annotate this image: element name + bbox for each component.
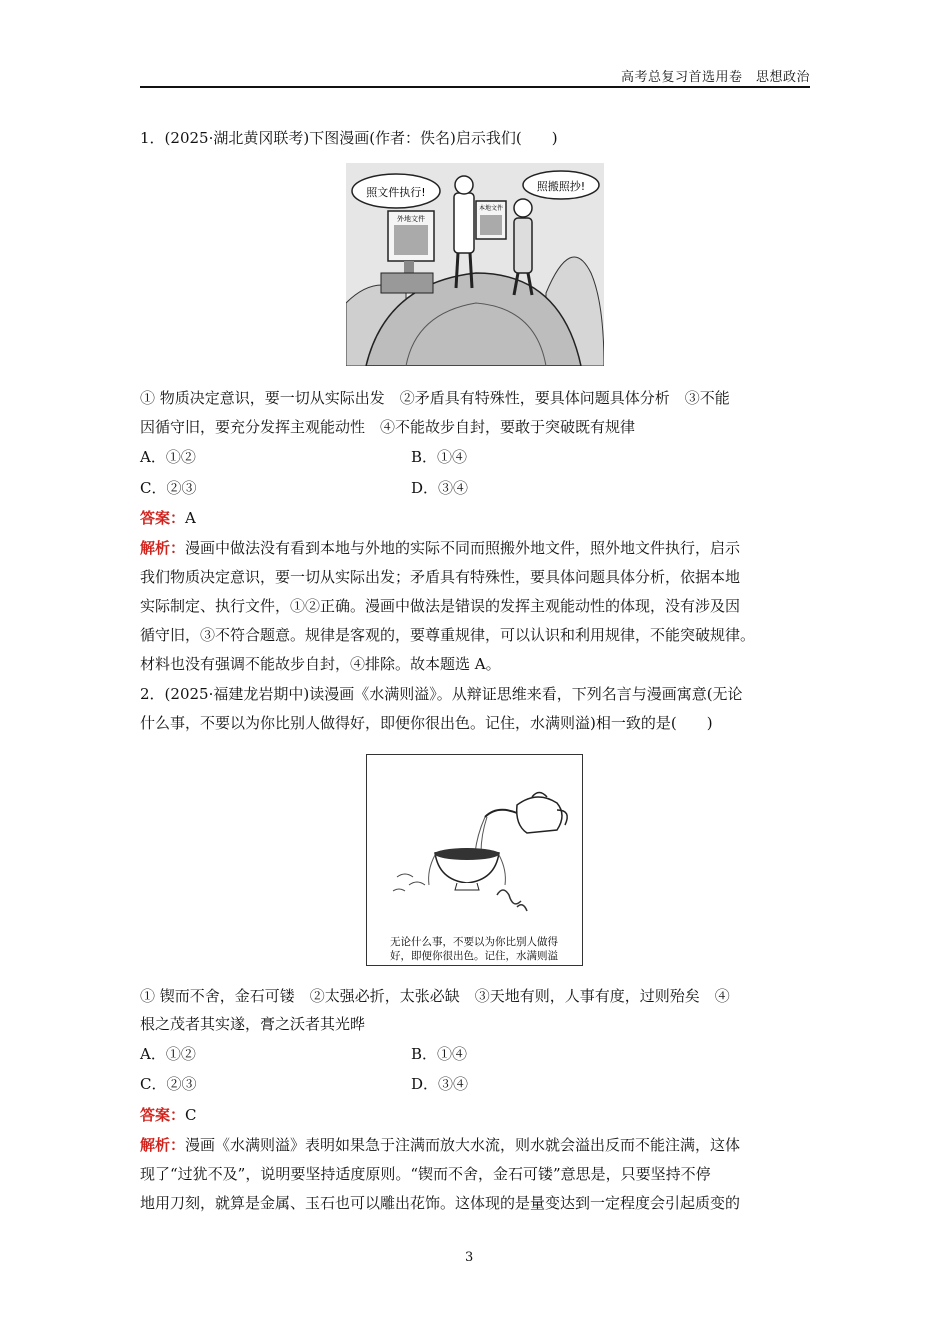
answer-value: A: [185, 509, 196, 527]
bubble-right-text: 照搬照抄!: [536, 180, 586, 193]
q1-analysis-line3: 实际制定、执行文件，①②正确。漫画中做法是错误的发挥主观能动性的体现，没有涉及因: [140, 597, 741, 615]
q2-option-b: B．①④: [411, 1045, 468, 1063]
q1-stem: 1．(2025·湖北黄冈联考)下图漫画(作者：佚名)启示我们( ): [140, 129, 558, 147]
q1-analysis-line2: 我们物质决定意识，要一切从实际出发；矛盾具有特殊性，要具体问题具体分析，依据本地: [140, 568, 741, 586]
q1-answer: [140, 508, 196, 528]
header-title: 高考总复习首选用卷 思想政治: [620, 70, 810, 85]
answer-value: C: [185, 1106, 197, 1124]
q1-analysis-line5: 材料也没有强调不能故步自封，④排除。故本题选 A。: [140, 655, 501, 673]
page-header: [140, 66, 810, 88]
q1-option-c: C．②③: [140, 479, 197, 497]
q1-choices-line2: 因循守旧，要充分发挥主观能动性 ④不能故步自封，要敢于突破既有规律: [140, 418, 636, 436]
q2-answer: [140, 1105, 197, 1125]
caption-line1: 无论什么事，不要以为你比别人做得: [390, 936, 558, 948]
svg-text:本地文件: 本地文件: [478, 205, 504, 212]
teapot-bowl-illustration: [367, 755, 581, 964]
answer-label: 答案：: [140, 509, 186, 527]
q1-analysis-line1: 解析：漫画中做法没有看到本地与外地的实际不同而照搬外地文件，照外地文件执行，启示: [140, 539, 741, 557]
bubble-left-text: 照文件执行!: [366, 186, 426, 199]
q2-option-a: A．①②: [140, 1045, 196, 1063]
q2-cartoon: [366, 754, 583, 966]
q1-option-a: A．①②: [140, 448, 196, 466]
analysis-label: 解析：: [140, 539, 186, 557]
q2-analysis-line1: 解析：漫画《水满则溢》表明如果急于注满而放大水流，则水就会溢出反而不能注满，这体: [140, 1136, 741, 1154]
q2-stem-line1: 2．(2025·福建龙岩期中)读漫画《水满则溢》。从辩证思维来看，下列名言与漫画寓意(无论: [140, 685, 743, 703]
q1-option-b: B．①④: [411, 448, 468, 466]
q2-analysis-line3: 地用刀刻，就算是金属、玉石也可以雕出花饰。这体现的是量变达到一定程度会引起质变的: [140, 1194, 741, 1212]
answer-label: 答案：: [140, 1106, 186, 1124]
q1-cartoon: [346, 163, 604, 366]
q2-analysis-line2: 现了“过犹不及”，说明要坚持适度原则。“锲而不舍，金石可镂”意思是，只要坚持不停: [140, 1165, 711, 1183]
q2-choices-line2: 根之茂者其实遂，膏之沃者其光晔: [140, 1015, 366, 1033]
analysis-label: 解析：: [140, 1136, 186, 1154]
q2-option-c: C．②③: [140, 1075, 197, 1093]
q1-choices-line1: ① 物质决定意识，要一切从实际出发 ②矛盾具有特殊性，要具体问题具体分析 ③不能: [140, 389, 730, 407]
page-number: 3: [465, 1250, 474, 1265]
q2-choices-line1: ① 锲而不舍，金石可镂 ②太强必折，太张必缺 ③天地有则，人事有度，过则殆矣 ④: [140, 987, 730, 1005]
q1-analysis-line4: 循守旧，③不符合题意。规律是客观的，要尊重规律，可以认识和利用规律，不能突破规律。: [140, 626, 756, 644]
svg-text:外地文件: 外地文件: [397, 215, 425, 223]
q2-option-d: D．③④: [411, 1075, 469, 1093]
cartoon-illustration: [346, 163, 604, 366]
q2-stem-line2: 什么事，不要以为你比别人做得好，即便你很出色。记住，水满则溢)相一致的是( ): [140, 714, 713, 732]
q1-option-d: D．③④: [411, 479, 469, 497]
caption-line2: 好，即便你很出色。记住，水满则溢: [390, 950, 558, 962]
